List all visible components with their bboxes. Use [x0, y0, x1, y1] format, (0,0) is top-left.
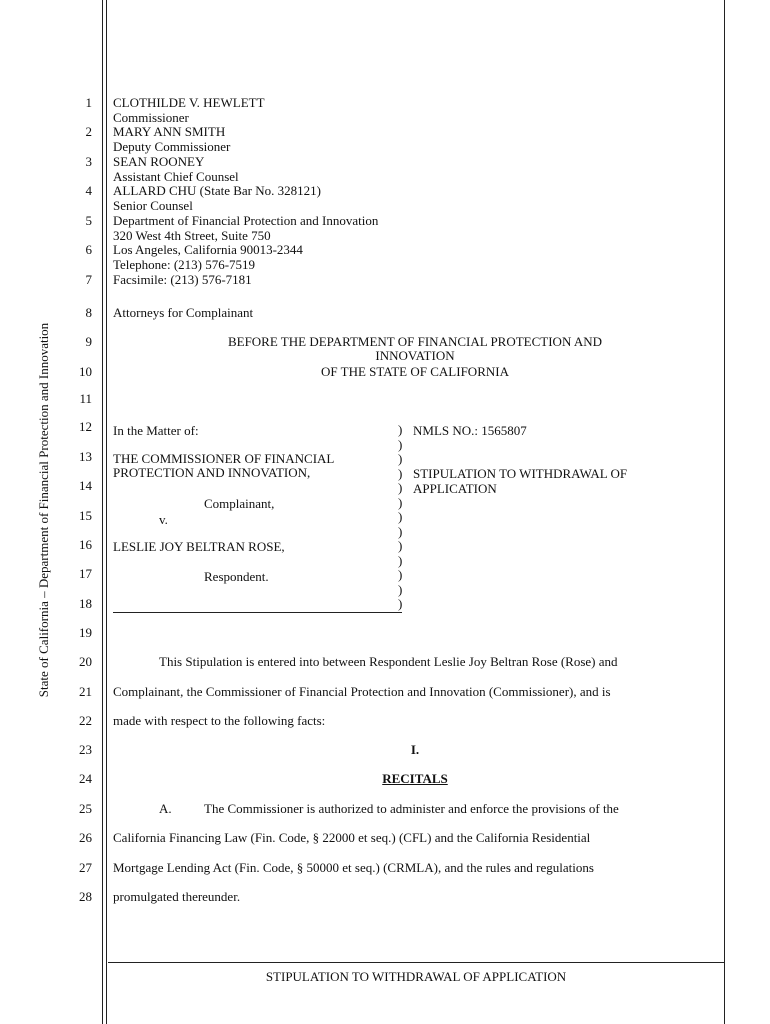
recital-a-line-1: The Commissioner is authorized to administer and enforce the provisions of the — [204, 801, 619, 816]
address-line-2: Los Angeles, California 90013-2344 — [113, 242, 303, 257]
paragraph-1-line-1: This Stipulation is entered into between Respondent Leslie Joy Beltran Rose (Rose) and — [159, 654, 618, 669]
attorney-title-3: Assistant Chief Counsel — [113, 169, 239, 184]
line-number: 10 — [79, 364, 92, 379]
address-line-1: 320 West 4th Street, Suite 750 — [113, 228, 271, 243]
sidebar-agency-text: State of California – Department of Financial Protection and Innovation — [36, 322, 51, 698]
line-number: 27 — [79, 860, 92, 875]
paragraph-1-line-3: made with respect to the following facts: — [113, 713, 326, 728]
line-number: 18 — [79, 596, 92, 611]
complainant-name-1: THE COMMISSIONER OF FINANCIAL — [113, 451, 335, 466]
versus: v. — [159, 512, 168, 527]
telephone: Telephone: (213) 576-7519 — [113, 257, 256, 272]
line-number: 2 — [85, 124, 92, 139]
line-number: 5 — [85, 213, 92, 228]
document-title-2: APPLICATION — [413, 481, 497, 496]
attorney-name-2: MARY ANN SMITH — [113, 124, 226, 139]
caption-parens: ) ) ) ) ) ) ) ) ) ) ) ) ) — [398, 422, 403, 611]
footer-rule — [108, 962, 724, 963]
line-number: 23 — [79, 742, 92, 757]
attorney-name-3: SEAN ROONEY — [113, 154, 205, 169]
line-number: 13 — [79, 449, 92, 464]
section-title-text: RECITALS — [382, 771, 448, 786]
line-number: 4 — [85, 183, 92, 198]
line-number: 21 — [79, 684, 92, 699]
attorney-title-4: Senior Counsel — [113, 198, 193, 213]
respondent-label: Respondent. — [204, 569, 269, 584]
recital-a-label: A. — [159, 801, 172, 816]
document-title-1: STIPULATION TO WITHDRAWAL OF — [413, 466, 628, 481]
line-number: 12 — [79, 419, 92, 434]
caption-underline — [113, 612, 402, 613]
section-title — [200, 772, 630, 786]
facsimile: Facsimile: (213) 576-7181 — [113, 272, 252, 287]
attorney-name-4: ALLARD CHU (State Bar No. 328121) — [113, 183, 321, 198]
line-number: 26 — [79, 830, 92, 845]
line-number: 11 — [79, 391, 92, 406]
line-number: 17 — [79, 566, 92, 581]
footer-title: STIPULATION TO WITHDRAWAL OF APPLICATION — [265, 969, 567, 984]
line-number: 16 — [79, 537, 92, 552]
right-margin-line — [724, 0, 725, 1024]
department-name: Department of Financial Protection and Innovation — [113, 213, 379, 228]
court-heading-line-2: OF THE STATE OF CALIFORNIA — [321, 364, 509, 379]
line-number: 20 — [79, 654, 92, 669]
attorneys-for: Attorneys for Complainant — [113, 305, 254, 320]
attorney-title-2: Deputy Commissioner — [113, 139, 231, 154]
left-margin-line-outer — [102, 0, 103, 1024]
line-number: 8 — [85, 305, 92, 320]
complainant-name-2: PROTECTION AND INNOVATION, — [113, 465, 311, 480]
line-number: 3 — [85, 154, 92, 169]
section-number: I. — [410, 742, 420, 757]
line-number: 24 — [79, 771, 92, 786]
recital-a-line-3: Mortgage Lending Act (Fin. Code, § 50000 et seq.) (CRMLA), and the rules and regulations — [113, 860, 594, 875]
line-number: 14 — [79, 478, 92, 493]
line-number: 6 — [85, 242, 92, 257]
court-heading-line-1: BEFORE THE DEPARTMENT OF FINANCIAL PROTECTION AND INNOVATION — [227, 334, 603, 363]
line-number: 28 — [79, 889, 92, 904]
nmls-number: NMLS NO.: 1565807 — [413, 423, 527, 438]
line-number: 1 — [85, 95, 92, 110]
line-number: 25 — [79, 801, 92, 816]
paragraph-1-line-2: Complainant, the Commissioner of Financial Protection and Innovation (Commissioner), and is — [113, 684, 611, 699]
recital-a-line-2: California Financing Law (Fin. Code, § 22000 et seq.) (CFL) and the California Residential — [113, 830, 591, 845]
recital-a-line-4: promulgated thereunder. — [113, 889, 241, 904]
respondent-name: LESLIE JOY BELTRAN ROSE, — [113, 539, 285, 554]
complainant-label: Complainant, — [204, 496, 275, 511]
line-number: 15 — [79, 508, 92, 523]
attorney-title-1: Commissioner — [113, 110, 189, 125]
line-number: 7 — [85, 272, 92, 287]
line-number: 19 — [79, 625, 92, 640]
in-the-matter-of: In the Matter of: — [113, 423, 199, 438]
left-margin-line-inner — [106, 0, 107, 1024]
line-number: 22 — [79, 713, 92, 728]
attorney-name-1: CLOTHILDE V. HEWLETT — [113, 95, 265, 110]
line-number: 9 — [85, 334, 92, 349]
